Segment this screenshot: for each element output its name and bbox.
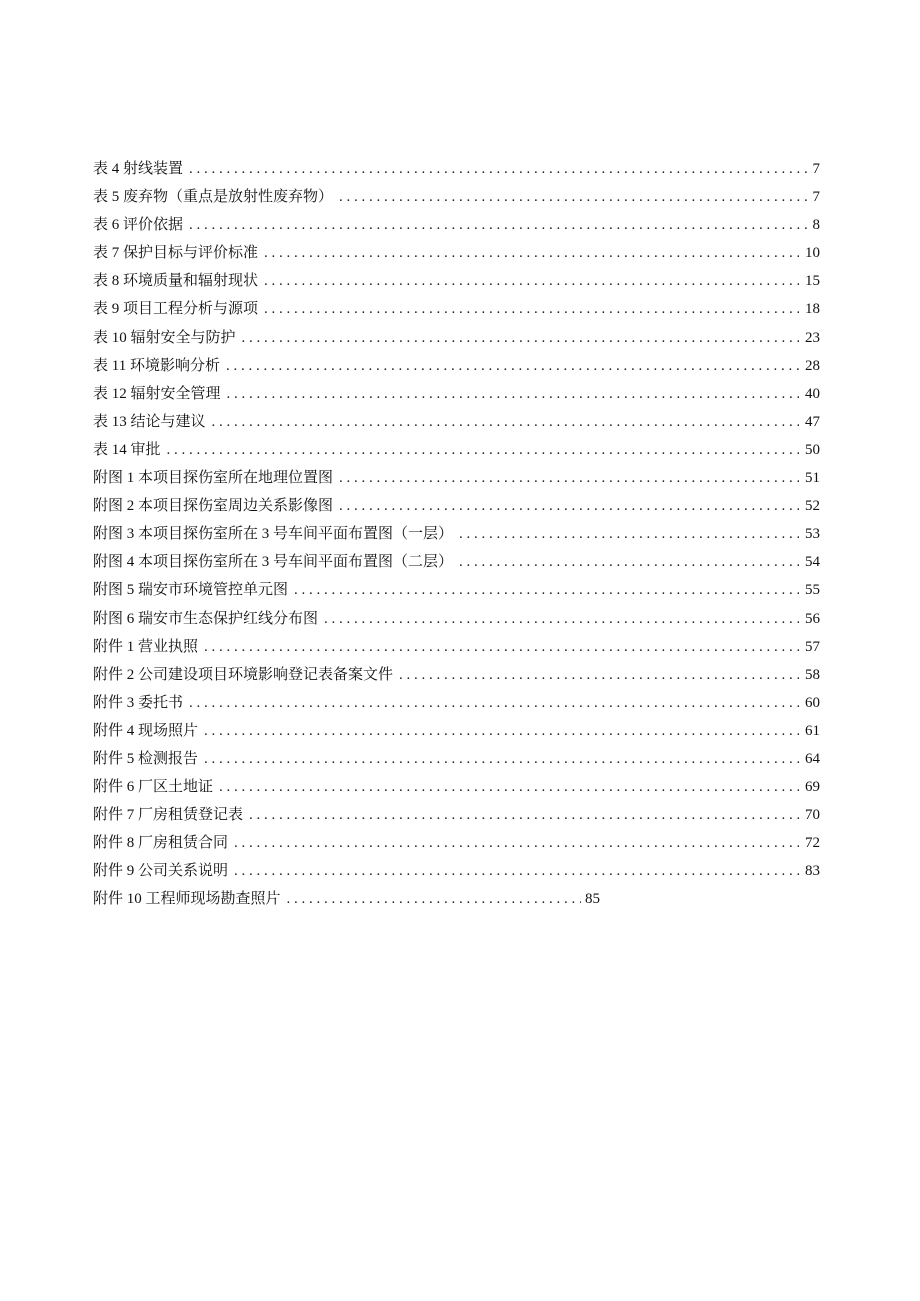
toc-entry-label: 附图 1 本项目探伤室所在地理位置图: [93, 470, 334, 487]
toc-entry-label: 表 13 结论与建议: [93, 413, 206, 430]
toc-page-number: 8: [812, 217, 820, 234]
toc-page-number: 60: [805, 694, 820, 711]
toc-page-number: 7: [812, 189, 820, 206]
toc-page-number: 64: [805, 750, 820, 767]
toc-page-number: 54: [805, 554, 820, 571]
toc-page-number: 55: [805, 582, 820, 599]
toc-entry[interactable]: [93, 380, 820, 408]
toc-entry[interactable]: [93, 689, 820, 717]
toc-entry[interactable]: [93, 295, 820, 323]
toc-entry-label: 表 5 废弃物（重点是放射性废弃物）: [93, 189, 334, 206]
toc-entry-label: 附图 5 瑞安市环境管控单元图: [93, 582, 289, 599]
toc-dot-leader: [287, 885, 581, 913]
toc-entry-label: 表 4 射线装置: [93, 161, 184, 177]
toc-entry-label: 表 7 保护目标与评价标准: [93, 245, 259, 262]
toc-dot-leader: [339, 464, 799, 492]
toc-entry[interactable]: [93, 492, 820, 520]
toc-dot-leader: [234, 829, 799, 857]
toc-entry-label: 附图 4 本项目探伤室所在 3 号车间平面布置图（二层）: [93, 554, 454, 571]
toc-page-number: 47: [805, 413, 820, 430]
toc-entry[interactable]: [93, 155, 820, 183]
toc-page-number: 69: [805, 779, 820, 796]
toc-page-number: 23: [805, 329, 820, 346]
toc-entry-label: 附件 7 厂房租赁登记表: [93, 807, 244, 824]
toc-entry[interactable]: [93, 801, 820, 829]
toc-entry-label: 表 14 审批: [93, 441, 161, 458]
toc-dot-leader: [459, 520, 799, 548]
toc-dot-leader: [204, 633, 799, 661]
toc-page-number: 72: [805, 835, 820, 852]
toc-page-number: 83: [805, 863, 820, 880]
toc-entry[interactable]: [93, 773, 820, 801]
toc-entry-label: 附件 2 公司建设项目环境影响登记表备案文件: [93, 666, 394, 683]
toc-entry-label: 附件 4 现场照片: [93, 722, 199, 739]
toc-entry-label: 附件 9 公司关系说明: [93, 863, 229, 880]
toc-entry[interactable]: [93, 548, 820, 576]
toc-entry-label: 附件 5 检测报告: [93, 750, 199, 767]
toc-page-number: 7: [812, 161, 820, 177]
toc-dot-leader: [339, 183, 806, 211]
toc-dot-leader: [204, 745, 799, 773]
toc-entry[interactable]: [93, 267, 820, 295]
toc-entry[interactable]: [93, 436, 820, 464]
toc-dot-leader: [242, 324, 799, 352]
toc-dot-leader: [189, 689, 799, 717]
toc-entry[interactable]: [93, 576, 820, 604]
toc-dot-leader: [459, 548, 799, 576]
toc-page-number: 61: [805, 722, 820, 739]
toc-entry-label: 表 6 评价依据: [93, 217, 184, 234]
toc-entry[interactable]: [93, 520, 820, 548]
toc-dot-leader: [264, 295, 799, 323]
toc-entry-label: 表 10 辐射安全与防护: [93, 329, 236, 346]
toc-entry-label: 附件 8 厂房租赁合同: [93, 835, 229, 852]
toc-entry-label: 附件 1 营业执照: [93, 638, 199, 655]
toc-entry-label: 表 8 环境质量和辐射现状: [93, 273, 259, 290]
toc-entry[interactable]: [93, 352, 820, 380]
toc-entry-label: 表 9 项目工程分析与源项: [93, 301, 259, 318]
toc-page-number: 58: [805, 666, 820, 683]
toc-dot-leader: [249, 801, 799, 829]
toc-entry-label: 表 12 辐射安全管理: [93, 385, 221, 402]
toc-dot-leader: [167, 436, 799, 464]
toc-dot-leader: [189, 211, 806, 239]
toc-page-number: 28: [805, 357, 820, 374]
toc-dot-leader: [226, 352, 799, 380]
toc-entry[interactable]: [93, 717, 820, 745]
toc-entry[interactable]: [93, 633, 820, 661]
toc-dot-leader: [219, 773, 799, 801]
toc-entry[interactable]: [93, 408, 820, 436]
toc-page-number: 18: [805, 301, 820, 318]
toc-dot-leader: [189, 155, 806, 183]
toc-page-number: 40: [805, 385, 820, 402]
toc-dot-leader: [264, 239, 799, 267]
toc-page-number: 51: [805, 470, 820, 487]
toc-page-number: 56: [805, 610, 820, 627]
toc-dot-leader: [227, 380, 799, 408]
toc-page-number: 10: [805, 245, 820, 262]
toc-entry[interactable]: [93, 211, 820, 239]
toc-dot-leader: [294, 576, 799, 604]
toc-dot-leader: [234, 857, 799, 885]
toc-dot-leader: [204, 717, 799, 745]
toc-dot-leader: [324, 605, 799, 633]
toc-dot-leader: [264, 267, 799, 295]
toc-entry-label: 附图 6 瑞安市生态保护红线分布图: [93, 610, 319, 627]
toc-dot-leader: [339, 492, 799, 520]
toc-entry[interactable]: [93, 661, 820, 689]
toc-entry-label: 附件 6 厂区土地证: [93, 779, 214, 796]
toc-entry[interactable]: [93, 464, 820, 492]
toc-entry-label: 表 11 环境影响分析: [93, 357, 220, 374]
toc-entry[interactable]: [93, 829, 820, 857]
toc-page-number: 50: [805, 441, 820, 458]
toc-entry-label: 附图 2 本项目探伤室周边关系影像图: [93, 498, 334, 515]
toc-dot-leader: [399, 661, 799, 689]
toc-entry[interactable]: [93, 857, 820, 885]
toc-page-number: 70: [805, 807, 820, 824]
toc-dot-leader: [212, 408, 799, 436]
toc-entry[interactable]: [93, 324, 820, 352]
table-of-contents: [93, 155, 820, 914]
toc-page-number: 15: [805, 273, 820, 290]
toc-entry[interactable]: [93, 239, 820, 267]
toc-page-number: 57: [805, 638, 820, 655]
toc-page-number: 52: [805, 498, 820, 515]
toc-entry-label: 附件 3 委托书: [93, 694, 184, 711]
toc-entry[interactable]: [93, 745, 820, 773]
toc-entry[interactable]: [93, 605, 820, 633]
toc-entry-label: 附件 10 工程师现场勘查照片: [93, 891, 281, 908]
toc-entry-label: 附图 3 本项目探伤室所在 3 号车间平面布置图（一层）: [93, 526, 454, 543]
toc-page-number: 85: [585, 891, 600, 908]
toc-entry[interactable]: [93, 885, 600, 913]
toc-entry[interactable]: [93, 183, 820, 211]
toc-page-number: 53: [805, 526, 820, 543]
